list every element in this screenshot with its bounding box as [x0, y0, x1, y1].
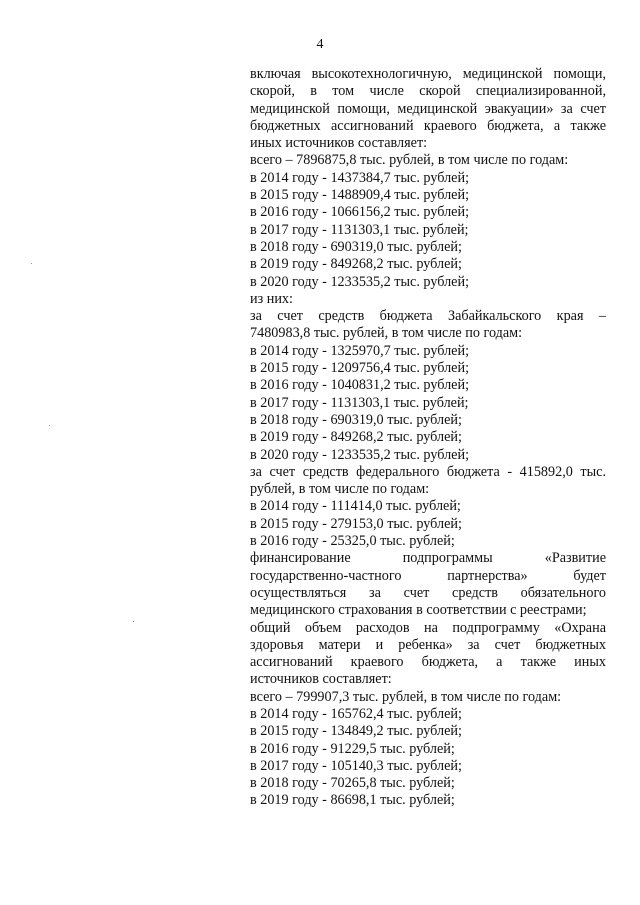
text-line: государственно-частного партнерства» будет: [250, 567, 606, 584]
text-line: всего – 7896875,8 тыс. рублей, в том числе по годам:: [250, 152, 569, 169]
text-line: финансирование подпрограммы «Развитие: [250, 550, 606, 567]
scan-speck: [133, 621, 134, 622]
text-line: в 2019 году - 86698,1 тыс. рублей;: [250, 792, 455, 809]
text-line: медицинского страхования в соответствии с реестрами;: [250, 602, 587, 619]
text-line: бюджетных ассигнований краевого бюджета, а также: [250, 117, 606, 134]
text-line: в 2016 году - 1066156,2 тыс. рублей;: [250, 204, 470, 221]
text-line: в 2014 году - 1325970,7 тыс. рублей;: [250, 342, 470, 359]
text-line: в 2017 году - 1131303,1 тыс. рублей;: [250, 394, 469, 411]
text-line: в 2020 году - 1233535,2 тыс. рублей;: [250, 446, 470, 463]
text-line: в 2014 году - 111414,0 тыс. рублей;: [250, 498, 461, 515]
text-line: в 2015 году - 1209756,4 тыс. рублей;: [250, 360, 470, 377]
document-body: [250, 66, 606, 810]
text-line: скорой, в том числе скорой специализированной,: [250, 83, 606, 100]
text-line: осуществляться за счет средств обязательного: [250, 584, 606, 601]
text-line: в 2017 году - 105140,3 тыс. рублей;: [250, 757, 462, 774]
text-line: из них:: [250, 290, 293, 307]
text-line: в 2015 году - 134849,2 тыс. рублей;: [250, 723, 462, 740]
text-line: за счет средств бюджета Забайкальского края –: [250, 308, 606, 325]
text-line: иных источников составляет:: [250, 135, 428, 152]
text-line: в 2018 году - 70265,8 тыс. рублей;: [250, 775, 455, 792]
text-line: рублей, в том числе по годам:: [250, 481, 430, 498]
text-line: здоровья матери и ребенка» за счет бюджетных: [250, 636, 606, 653]
text-line: в 2014 году - 165762,4 тыс. рублей;: [250, 705, 462, 722]
text-line: в 2019 году - 849268,2 тыс. рублей;: [250, 256, 462, 273]
text-line: в 2019 году - 849268,2 тыс. рублей;: [250, 429, 462, 446]
text-line: ассигнований краевого бюджета, а также иных: [250, 654, 606, 671]
text-line: общий объем расходов на подпрограмму «Охрана: [250, 619, 606, 636]
text-line: в 2016 году - 91229,5 тыс. рублей;: [250, 740, 455, 757]
text-line: в 2018 году - 690319,0 тыс. рублей;: [250, 238, 462, 255]
text-line: медицинской помощи, медицинской эвакуации» за счет: [250, 100, 606, 117]
text-line: 7480983,8 тыс. рублей, в том числе по годам:: [250, 325, 523, 342]
scan-speck: [31, 263, 32, 264]
text-line: в 2015 году - 1488909,4 тыс. рублей;: [250, 187, 470, 204]
text-line: в 2016 году - 25325,0 тыс. рублей;: [250, 533, 455, 550]
text-line: в 2014 году - 1437384,7 тыс. рублей;: [250, 169, 470, 186]
text-line: в 2016 году - 1040831,2 тыс. рублей;: [250, 377, 470, 394]
text-line: в 2020 году - 1233535,2 тыс. рублей;: [250, 273, 470, 290]
scan-speck: [49, 425, 50, 426]
text-line: за счет средств федерального бюджета - 415892,0 тыс.: [250, 463, 606, 480]
text-line: в 2015 году - 279153,0 тыс. рублей;: [250, 515, 462, 532]
text-line: источников составляет:: [250, 671, 392, 688]
text-line: в 2017 году - 1131303,1 тыс. рублей;: [250, 221, 469, 238]
page-number: 4: [316, 37, 324, 52]
text-line: включая высокотехнологичную, медицинской помощи,: [250, 66, 606, 82]
text-line: всего – 799907,3 тыс. рублей, в том числе по годам:: [250, 688, 562, 705]
text-line: в 2018 году - 690319,0 тыс. рублей;: [250, 411, 462, 428]
